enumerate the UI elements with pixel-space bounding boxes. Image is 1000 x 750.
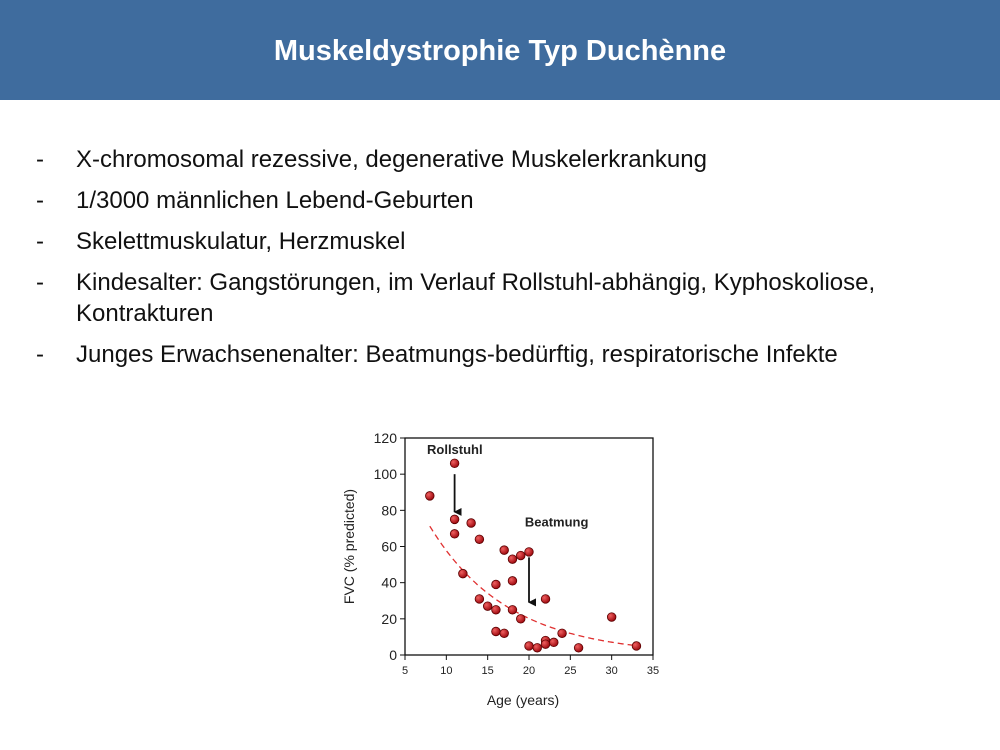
bullet-text: Junges Erwachsenenalter: Beatmungs-bedürftig, respiratorische Infekte: [76, 341, 838, 368]
bullet-marker: -: [36, 228, 44, 255]
y-tick-label: 100: [373, 466, 397, 483]
data-point: [607, 613, 616, 622]
y-tick-label: 40: [381, 574, 397, 591]
data-point: [516, 615, 525, 624]
data-point: [558, 629, 567, 638]
y-tick-label: 0: [389, 647, 397, 663]
data-point: [450, 459, 459, 468]
x-tick-label: 30: [605, 665, 618, 677]
data-point: [459, 569, 468, 578]
x-tick-label: 5: [401, 665, 409, 677]
trend-line: [430, 526, 637, 646]
x-axis-label: Age (years): [486, 692, 560, 708]
data-point: [450, 515, 459, 524]
title-bar: [0, 0, 1000, 100]
bullet-text: Skelettmuskulatur, Herzmuskel: [76, 228, 406, 255]
data-point: [426, 492, 435, 501]
bullet-marker: -: [36, 341, 44, 368]
y-tick-label: 20: [381, 610, 397, 627]
x-tick-label: 20: [522, 665, 536, 677]
data-point: [533, 643, 542, 652]
bullet-item: [36, 226, 986, 257]
data-point: [467, 519, 476, 528]
fvc-scatter-chart: [330, 420, 670, 720]
annotation-label: Beatmung: [524, 514, 589, 530]
y-axis-label: FVC (% predicted): [341, 488, 357, 605]
bullet-marker: -: [36, 187, 44, 214]
data-point: [475, 535, 484, 544]
data-point: [550, 638, 559, 647]
slide-title: Muskeldystrophie Typ Duchènne: [273, 34, 727, 67]
x-tick-label: 10: [440, 665, 453, 677]
bullet-text: X-chromosomal rezessive, degenerative Muskelerkrankung: [76, 146, 707, 173]
bullet-text: Kindesalter: Gangstörungen, im Verlauf Rollstuhl-abhängig, Kyphoskoliose, Kontrakturen: [76, 269, 876, 327]
data-point: [450, 530, 459, 539]
data-point: [541, 595, 550, 604]
y-tick-label: 120: [373, 430, 397, 446]
bullet-item: [36, 185, 986, 216]
data-point: [492, 605, 501, 614]
data-point: [525, 548, 534, 557]
data-point: [492, 580, 501, 589]
y-tick-label: 60: [381, 538, 397, 555]
data-point: [632, 642, 641, 651]
plot-frame: [405, 438, 653, 655]
data-point: [500, 629, 509, 638]
x-tick-label: 35: [646, 665, 660, 677]
data-point: [483, 602, 492, 611]
x-tick-label: 15: [481, 665, 494, 677]
data-point: [574, 643, 583, 652]
annotation-label: Rollstuhl: [427, 442, 483, 457]
bullet-text: 1/3000 männlichen Lebend-Geburten: [76, 187, 474, 214]
bullet-list: [36, 144, 986, 380]
data-point: [516, 551, 525, 560]
bullet-item: [36, 339, 986, 370]
bullet-item: [36, 144, 986, 175]
data-point: [508, 605, 517, 614]
data-point: [525, 642, 534, 651]
x-tick-label: 25: [564, 665, 577, 677]
y-tick-label: 80: [381, 502, 397, 519]
bullet-marker: -: [36, 269, 44, 296]
data-point: [541, 640, 550, 649]
chart-plot-group: [374, 430, 659, 677]
bullet-marker: -: [36, 146, 44, 173]
data-point: [500, 546, 509, 555]
data-point: [508, 577, 517, 586]
data-point: [508, 555, 517, 564]
data-point: [475, 595, 484, 604]
bullet-item: [36, 267, 986, 329]
data-point: [492, 627, 501, 636]
